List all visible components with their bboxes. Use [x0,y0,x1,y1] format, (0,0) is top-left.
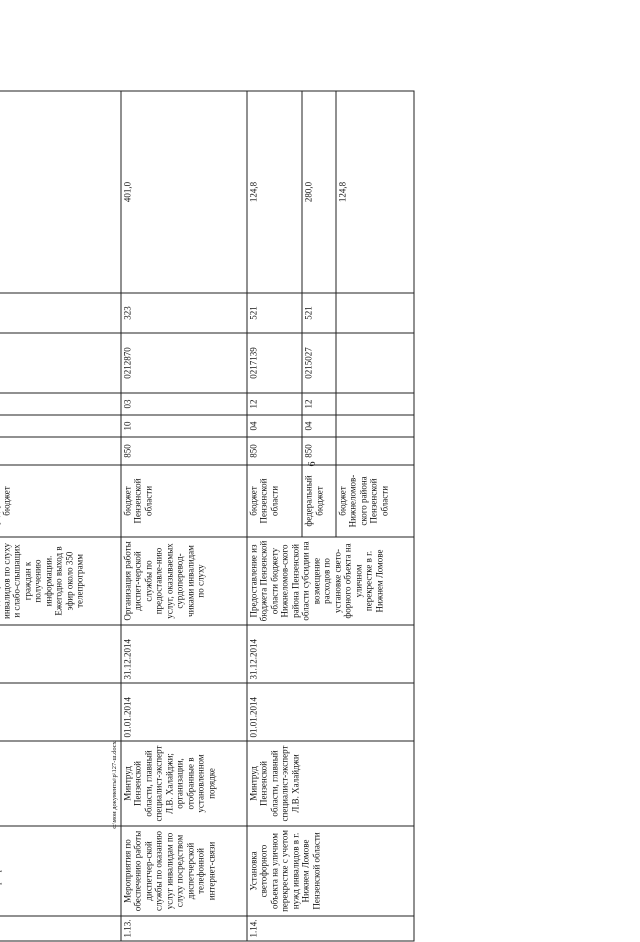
executor [0,741,121,826]
start-date [0,683,121,741]
code-col-9: 04 [302,415,335,437]
code-col-9 [0,415,121,437]
code-col-12: 323 [121,293,247,333]
measure-title: Мероприятия по обеспечению работы диспетчер-ской службы по оказанию услуг инвалидам по слуху посредством диспетчерской телефонной интернет-связи [121,826,247,916]
code-col-12 [336,293,414,333]
start-date: 01.01.2014 [121,683,247,741]
table-row [121,91,247,941]
code-col-11: 0217139 [247,333,303,393]
funding-source: бюджет Пензенской области [121,465,247,537]
footer-file-path: c:\мои документы\p\127-ш.docx [111,741,118,829]
amount [0,91,121,293]
start-date: 01.01.2014 [247,683,414,741]
code-col-8 [0,437,121,465]
executor: Минтруд Пензенской области, главный специалист-эксперт Л.В. Халайджи [247,741,414,826]
expected-result: Предоставление из бюджета Пензенской области бюджету Нижнеломов-ского района Пензенской области субсидии на возмещение расходов по установке свето-форного объекта на уличном перекрестке в г. Нижнем Ломове [247,537,414,625]
amount: 124,8 [336,91,414,293]
code-col-11 [0,333,121,393]
funding-source: бюджет Пензенской области [247,465,303,537]
measure-title [0,826,121,916]
code-col-9 [336,415,414,437]
expected-result: Организация работы диспет-черской службы по предоставле-нию услуг, оказываемых сурдоперевод-чиками инвалидам по слуху [121,537,247,625]
row-number: 1.13. [121,916,247,941]
page-number: 6 [307,461,318,467]
code-col-10: 03 [121,393,247,415]
funding-source: бюджет [0,465,121,537]
code-col-12: 521 [302,293,335,333]
expected-result: инвалидов по слуху и слабо-слышащих граждан к получению информации. Ежегодно выход в эфир около 350 телепрограмм [0,537,121,625]
amount: 401,0 [121,91,247,293]
code-col-10 [336,393,414,415]
code-col-8: 850 [302,437,335,465]
measure-title: Установка светофорного объекта на уличном перекрестке с учетом нужд инвалидов в г. Нижнем Ломове Пензенской области [247,826,414,916]
code-col-10 [0,393,121,415]
code-col-11: 0212870 [121,333,247,393]
code-col-11 [336,333,414,393]
row-number [0,916,121,941]
program-table [0,91,415,942]
end-date: 31.12.2014 [121,625,247,683]
code-col-8 [336,437,414,465]
code-col-9: 04 [247,415,303,437]
row-number: 1.14. [247,916,414,941]
code-col-8: 850 [247,437,303,465]
code-col-12 [0,293,121,333]
amount: 124,8 [247,91,303,293]
end-date: 31.12.2014 [247,625,414,683]
code-col-9: 10 [121,415,247,437]
code-col-10: 12 [302,393,335,415]
code-col-8: 850 [121,437,247,465]
rotated-table-wrapper [0,92,415,942]
funding-source: федеральный бюджет [302,465,335,537]
code-col-10: 12 [247,393,303,415]
code-col-12: 521 [247,293,303,333]
amount: 280,0 [302,91,335,293]
funding-source: бюджет Нижнеломов-ского района Пензенской области [336,465,414,537]
table-row [247,91,303,941]
end-date [0,625,121,683]
code-col-11: 0215027 [302,333,335,393]
executor: Минтруд Пензенской области, главный специалист-эксперт Л.В. Халайджи; организации, отобранные в установленном порядке [121,741,247,826]
